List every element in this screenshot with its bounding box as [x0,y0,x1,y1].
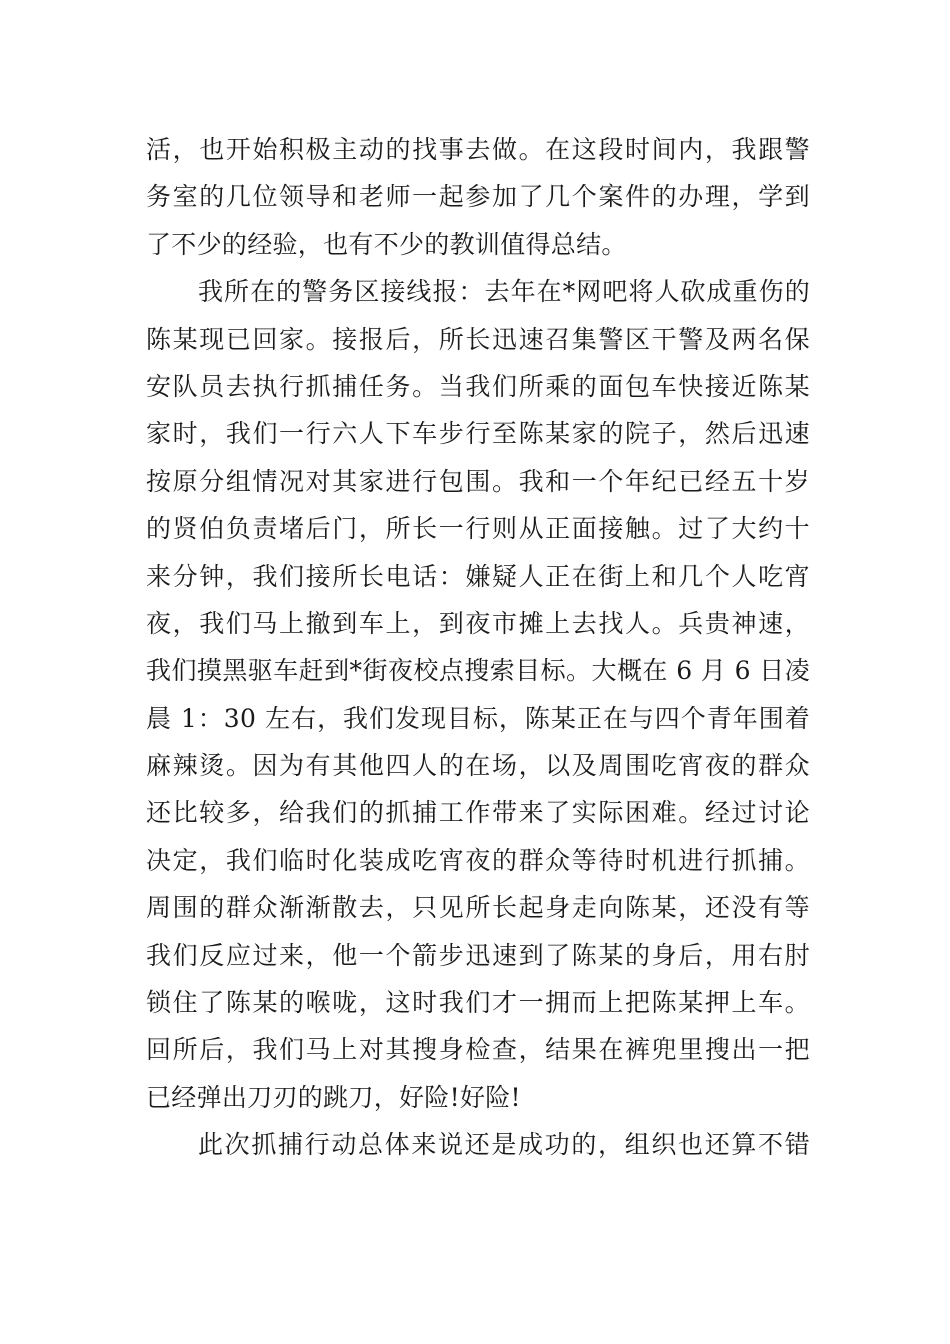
text-line: 夜，我们马上撤到车上，到夜市摊上去找人。兵贵神速， [146,608,810,638]
text-line: 家时，我们一行六人下车步行至陈某家的院子，然后迅速 [146,419,810,449]
text-line: 麻辣烫。因为有其他四人的在场，以及周围吃宵夜的群众 [146,751,810,781]
text-line: 务室的几位领导和老师一起参加了几个案件的办理，学到 [146,182,810,212]
text-line: 来分钟，我们接所长电话：嫌疑人正在街上和几个人吃宵 [146,561,810,591]
text-line: 的贤伯负责堵后门，所长一行则从正面接触。过了大约十 [146,514,810,544]
text-line: 活，也开始积极主动的找事去做。在这段时间内，我跟警 [146,135,810,164]
text-line: 回所后，我们马上对其搜身检查，结果在裤兜里搜出一把 [146,1035,810,1065]
text-line: 我所在的警务区接线报：去年在*网吧将人砍成重伤的 [198,277,810,307]
text-line: 周围的群众渐渐散去，只见所长起身走向陈某，还没有等 [146,893,810,923]
text-line: 我们摸黑驱车赶到*街夜校点搜索目标。大概在 6 月 6 日凌 [146,656,810,686]
text-line: 锁住了陈某的喉咙，这时我们才一拥而上把陈某押上车。 [146,988,810,1018]
text-line: 晨 1：30 左右，我们发现目标，陈某正在与四个青年围着 [146,703,810,733]
text-line: 陈某现已回家。接报后，所长迅速召集警区干警及两名保 [146,324,810,354]
text-line: 已经弹出刀刃的跳刀，好险!好险! [146,1082,521,1112]
text-line: 还比较多，给我们的抓捕工作带来了实际困难。经过讨论 [146,798,810,828]
text-line: 安队员去执行抓捕任务。当我们所乘的面包车快接近陈某 [146,371,810,401]
text-line: 了不少的经验，也有不少的教训值得总结。 [146,229,627,259]
text-line: 我们反应过来，他一个箭步迅速到了陈某的身后，用右肘 [146,940,810,970]
text-line: 此次抓捕行动总体来说还是成功的，组织也还算不错 [198,1130,810,1160]
text-line: 按原分组情况对其家进行包围。我和一个年纪已经五十岁 [146,466,810,496]
body-text [146,126,810,1169]
text-line: 决定，我们临时化装成吃宵夜的群众等待时机进行抓捕。 [146,845,810,875]
